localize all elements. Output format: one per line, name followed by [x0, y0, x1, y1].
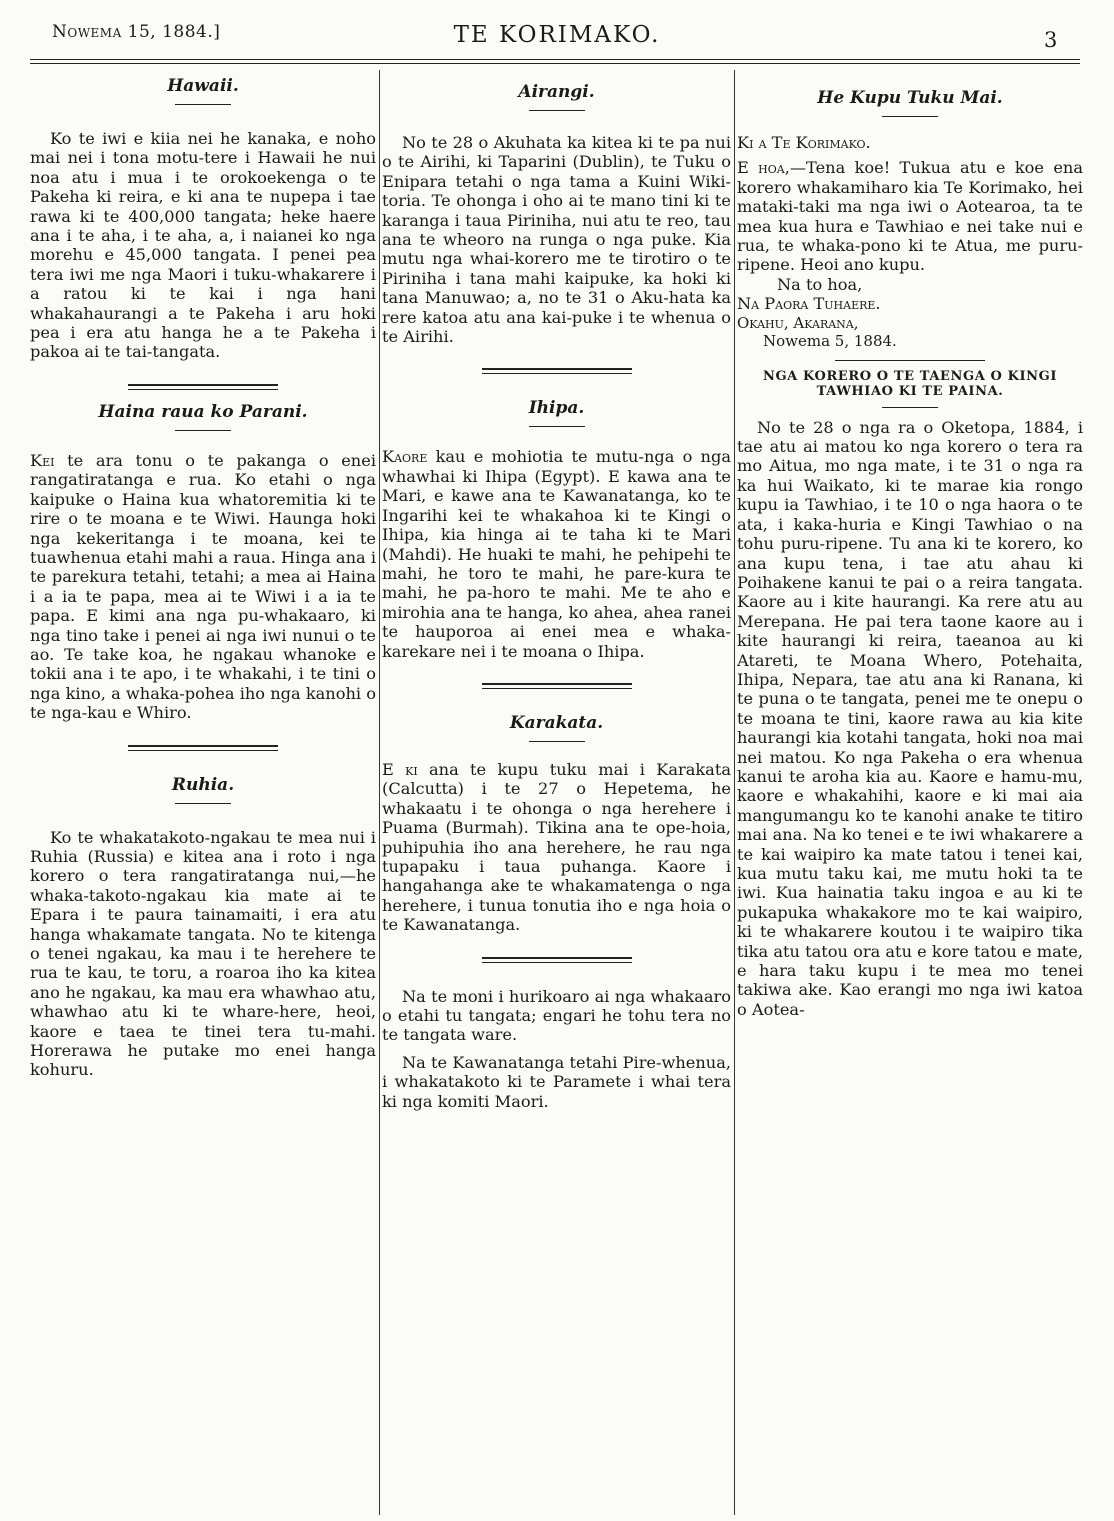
section-divider: [482, 368, 632, 376]
misc-paragraph-money: Na te moni i hurikoaro ai nga whakaaro o etahi tu tangata; engari he tohu tera no te tangata ware.: [382, 986, 731, 1045]
article-body-ihipa: [382, 447, 731, 660]
column-separator: [734, 70, 735, 1515]
article-text: kau e mohiotia te mutu-nga o nga whawhai ki Ihipa (Egypt). E kawa ana te Mari, e kawe ana te Kawanatanga, ko te Ingarihi kei te whakahoa ki te Kingi o Ihipa, kia hinga ai te taha ki te Mari (Mahdi). He huaki te mahi, he pehipehi te mahi, he toro te mahi, he pare-kura te mahi, he pa-horo te mahi. Me te aho e mirohia ana te hanga, ko ahea, ahea ranei te hauporoa ai enei mea e whaka-karekare nei i te moana o Ihipa.: [382, 447, 731, 661]
heading-rule: [882, 407, 938, 408]
masthead: [0, 0, 1114, 64]
heading-rule: [529, 110, 585, 111]
letter-place: Okahu, Akarana,: [737, 313, 859, 332]
article-body-ruhia: Ko te whakatakoto-ngakau te mea nui i Ruhia (Russia) e kitea ana i roto i nga korero o tera rangatiratanga nui,—he whaka-takoto-ngakau kia mate ai te Epara i te paura tainamaiti, i era atu hanga whakamate tangata. No te kitenga o tenei ngakau, ka mau i te herehere te rua te kau, te toru, a roaroa iho ka kitea ano he ngakau, ka mau era whawhao atu, whawhao atu ki te whare-here, heoi, kaore e taea te tinei tera tu-mahi. Horerawa he putake mo enei hanga kohuru.: [30, 827, 376, 1080]
lead-word: Kaore: [382, 447, 428, 467]
article-heading-hawaii: Hawaii.: [167, 76, 239, 96]
article-heading-kingi: NGA KORERO O TE TAENGA O KINGI TAWHIAO KI TE PAINA.: [762, 368, 1058, 399]
article-body-hawaii: Ko te iwi e kiia nei he kanaka, e noho mai nei i tona motu-tere i Hawaii he nui noa atu i mua i te orokoekenga o te Pakeha ki reira, e ki ana te nupepa i tae rawa ki te 400,000 tangata; heke haere ana i te aha, i te aha, a, i naianei ko nga morehu e 45,000 tangata. I penei pea tera iwi me nga Maori i tuku-whakarere i a ratou ki te kai i nga hani whakahaurangi a te Pakeha i aru hoki pea i era atu hanga he a te Pakeha i pakoa ai te tai-tangata.: [30, 129, 376, 362]
article-body-kingi: No te 28 o nga ra o Oketopa, 1884, i tae atu ai matou ko nga korero o tera ra mo Aitua, mo nga mate, i te 31 o nga ra ka hui Waikato, ki te marae kia rongo kupu ia Tawhiao, i te 10 o nga haora o te ata, i kaka-huria e Kingi Tawhiao o na tohu puru-ripene. Tu ana ki te korero, ko ana kupu tena, i tae atu ahau ki Poihakene kanui te pai o a reira tangata. Kaore au i kite haurangi. Ka rere atu au Merepana. He pai tera taone kaore au i kite haurangi ki reira, taeanoa au ki Atareti, te Moana Whero, Potehaita, Ihipa, Nepara, tae atu ana ki Ranana, ki te puna o te tangata, penei me te onepu o te moana te tini, kaore rawa au kia kite haurangi kia kotahi tangata, hoki noa mai nei matou. Ko nga Pakeha o era whenua kanui te aroha kia au. Kaore e hamu-mu, kaore e whakahihi, kaore e ki mai aia mangumangu ko te kanohi anake te titiro mai ana. Na ko tenei e te iwi whakarere a te kai waipiro ka mate tatou i tenei kai, kua mutu taku kai, me mutu hoki ta te iwi. Kua hainatia taku ingoa e au ki te pukapuka whakakore mo te kai waipiro, ki te whakarere koutou i te waipiro tika tika atu tatou ora atu e kore tatou e mate, e hara taku kupu i te mea mo tenei takiwa ake. Kao erangi mo nga iwi katoa o Aotea-: [737, 417, 1083, 1019]
misc-paragraph-land-bill: Na te Kawanatanga tetahi Pire-whenua, i whakatakoto ki te Paramete i whai tera ki nga komiti Maori.: [382, 1052, 731, 1111]
article-heading-ruhia: Ruhia.: [171, 774, 235, 795]
letter-closing: Na to hoa,: [777, 274, 863, 294]
column-1: [30, 70, 376, 1515]
article-body-haina: [30, 451, 376, 723]
section-divider: [482, 683, 632, 691]
article-text: te ara tonu o te pakanga o enei rangatiratanga e rua. Ko etahi o nga kaipuke o Haina kua whatoremitia ki te rire o te moana e te Wiwi. Haunga hoki nga kekeritanga i te moana, kei te tuawhenua etahi mahi a raua. Hinga ana i te parekura tetahi, tetahi; a mea ai Haina i a ia te papa, mea ai te Wiwi i a ia te papa. E kimi ana nga pu-whakaaro, ki nga tino take i penei ai nga iwi nunui o te ao. Te take koa, he ngakau whanoke e tokii ana i te apo, i te whakahi, i te tini o nga kino, a whaka-pohea iho nga kanohi o te nga-kau e Whiro.: [30, 450, 376, 723]
article-text: ana te kupu tuku mai i Karakata (Calcutta) i te 27 o Hepetema, he whakaatu i te ohonga o nga herehere i Puama (Burmah). Tikina ana te ope-hoia, puhipuhia iho ana herehere, he rau nga tupapaku i taua puhanga. Kaore i hangahanga ake te whakamatenga o nga herehere, i tunua tonutia iho e nga hoia o te Kawanatanga.: [382, 759, 731, 935]
heading-rule: [882, 116, 938, 117]
heading-rule: [175, 803, 231, 804]
lead-word: Kei: [30, 450, 55, 470]
article-heading-karakata: Karakata.: [509, 712, 604, 733]
lead-word: E hoa,: [737, 158, 790, 178]
letter-text: —Tena koe! Tukua atu e koe ena korero whakamiharo kia Te Korimako, hei mataki-taki ma nga iwi o Aotearoa, ta te mea kua hura e Tawhiao e nei take nui e rua, te whaka-pono ki te Atua, me puru-ripene. Heoi ano kupu.: [737, 158, 1083, 275]
heading-rule: [529, 741, 585, 742]
letter-salutation: Ki a Te Korimako.: [737, 133, 871, 152]
article-heading-haina: Haina raua ko Parani.: [98, 401, 308, 422]
heading-rule: [175, 430, 231, 431]
header-rule-bottom: [30, 63, 1080, 64]
column-2: [382, 70, 731, 1515]
letter-date: Nowema 5, 1884.: [763, 331, 897, 350]
column-separator: [379, 70, 380, 1515]
column-3: [737, 70, 1083, 1515]
page-number: 3: [1044, 28, 1058, 52]
article-body-karakata: [382, 760, 731, 935]
newspaper-title: TE KORIMAKO.: [453, 22, 661, 48]
letter-signature: Na Paora Tuhaere.: [737, 294, 881, 314]
section-divider: [482, 957, 632, 965]
section-divider: [128, 745, 278, 753]
lead-word: E ki: [382, 759, 418, 779]
article-body-airangi: No te 28 o Akuhata ka kitea ki te pa nui o te Airihi, ki Taparini (Dublin), te Tuku o Enipara tetahi o nga tama a Kuini Wiki-toria. Te ohonga i oho ai te mano tini ki te karanga i taua Piriniha, nui atu te reo, tau ana te wheoro na runga o nga puke. Kia mutu nga whai-korero me te tirotiro o te Piriniha i tana mahi kaipuke, ka hoki ki tana Manuwao; a, no te 31 o Aku-hata ka rere katoa atu ana kai-puke i te whenua o te Airihi.: [382, 133, 731, 347]
heading-rule: [175, 104, 231, 105]
issue-date: Nowema 15, 1884.]: [52, 22, 221, 42]
article-heading-kupu: He Kupu Tuku Mai.: [817, 88, 1003, 108]
section-divider: [128, 384, 278, 392]
header-rule-top: [30, 59, 1080, 60]
article-heading-ihipa: Ihipa.: [528, 398, 585, 419]
article-heading-airangi: Airangi.: [518, 82, 595, 102]
letter-body: [737, 158, 1083, 274]
heading-rule: [529, 426, 585, 427]
